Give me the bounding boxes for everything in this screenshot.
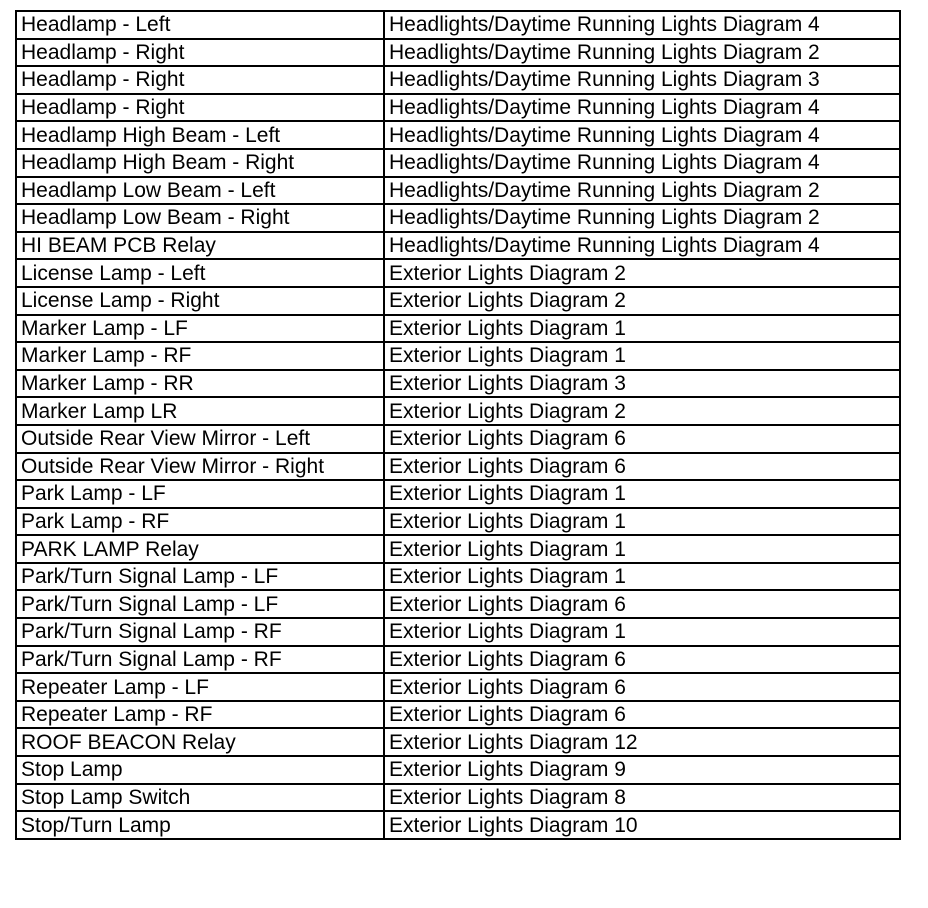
- component-name-cell: Stop Lamp: [16, 756, 384, 784]
- table-row: [16, 370, 900, 398]
- table-row: [16, 646, 900, 674]
- table-row: [16, 397, 900, 425]
- diagram-reference-cell: Exterior Lights Diagram 1: [384, 563, 900, 591]
- component-name-cell: License Lamp - Left: [16, 259, 384, 287]
- component-name-cell: Marker Lamp - RR: [16, 370, 384, 398]
- table-row: [16, 315, 900, 343]
- table-row: [16, 94, 900, 122]
- diagram-reference-cell: Headlights/Daytime Running Lights Diagram 2: [384, 39, 900, 67]
- component-name-cell: Park/Turn Signal Lamp - RF: [16, 618, 384, 646]
- component-name-cell: Headlamp - Right: [16, 39, 384, 67]
- component-name-cell: Headlamp - Right: [16, 94, 384, 122]
- table-row: [16, 66, 900, 94]
- diagram-reference-cell: Exterior Lights Diagram 1: [384, 508, 900, 536]
- diagram-reference-cell: Exterior Lights Diagram 6: [384, 453, 900, 481]
- component-name-cell: Headlamp - Left: [16, 11, 384, 39]
- table-row: [16, 590, 900, 618]
- diagram-reference-cell: Headlights/Daytime Running Lights Diagram 2: [384, 177, 900, 205]
- component-name-cell: Park/Turn Signal Lamp - LF: [16, 563, 384, 591]
- table-row: [16, 480, 900, 508]
- table-row: [16, 232, 900, 260]
- table-row: [16, 673, 900, 701]
- table-row: [16, 701, 900, 729]
- diagram-reference-cell: Headlights/Daytime Running Lights Diagram 4: [384, 149, 900, 177]
- diagram-reference-cell: Exterior Lights Diagram 6: [384, 646, 900, 674]
- diagram-reference-cell: Exterior Lights Diagram 2: [384, 397, 900, 425]
- component-name-cell: Park/Turn Signal Lamp - RF: [16, 646, 384, 674]
- table-row: [16, 535, 900, 563]
- component-name-cell: Stop Lamp Switch: [16, 784, 384, 812]
- component-name-cell: PARK LAMP Relay: [16, 535, 384, 563]
- component-diagram-table: [15, 10, 901, 840]
- diagram-reference-cell: Exterior Lights Diagram 6: [384, 701, 900, 729]
- component-name-cell: Headlamp High Beam - Right: [16, 149, 384, 177]
- table-row: [16, 121, 900, 149]
- table-row: [16, 618, 900, 646]
- diagram-reference-cell: Headlights/Daytime Running Lights Diagram 4: [384, 94, 900, 122]
- table-row: [16, 149, 900, 177]
- table-row: [16, 508, 900, 536]
- table-body: [16, 11, 900, 839]
- component-name-cell: Headlamp High Beam - Left: [16, 121, 384, 149]
- table-row: [16, 177, 900, 205]
- diagram-reference-cell: Exterior Lights Diagram 6: [384, 590, 900, 618]
- component-name-cell: Repeater Lamp - RF: [16, 701, 384, 729]
- table-row: [16, 811, 900, 839]
- component-name-cell: HI BEAM PCB Relay: [16, 232, 384, 260]
- component-name-cell: Park Lamp - LF: [16, 480, 384, 508]
- component-name-cell: Marker Lamp - LF: [16, 315, 384, 343]
- diagram-reference-cell: Headlights/Daytime Running Lights Diagram 4: [384, 11, 900, 39]
- diagram-reference-cell: Exterior Lights Diagram 9: [384, 756, 900, 784]
- table-row: [16, 756, 900, 784]
- component-name-cell: Marker Lamp LR: [16, 397, 384, 425]
- table-row: [16, 784, 900, 812]
- table-row: [16, 728, 900, 756]
- table-row: [16, 425, 900, 453]
- diagram-reference-cell: Exterior Lights Diagram 8: [384, 784, 900, 812]
- component-name-cell: Park/Turn Signal Lamp - LF: [16, 590, 384, 618]
- diagram-reference-cell: Exterior Lights Diagram 6: [384, 425, 900, 453]
- component-name-cell: Headlamp Low Beam - Right: [16, 204, 384, 232]
- diagram-reference-cell: Headlights/Daytime Running Lights Diagram 4: [384, 121, 900, 149]
- diagram-reference-cell: Exterior Lights Diagram 1: [384, 315, 900, 343]
- diagram-reference-cell: Exterior Lights Diagram 3: [384, 370, 900, 398]
- diagram-reference-cell: Headlights/Daytime Running Lights Diagram 3: [384, 66, 900, 94]
- component-name-cell: Outside Rear View Mirror - Right: [16, 453, 384, 481]
- diagram-reference-cell: Exterior Lights Diagram 1: [384, 618, 900, 646]
- table-row: [16, 259, 900, 287]
- table-row: [16, 342, 900, 370]
- diagram-reference-cell: Exterior Lights Diagram 1: [384, 535, 900, 563]
- diagram-reference-cell: Exterior Lights Diagram 10: [384, 811, 900, 839]
- table-row: [16, 39, 900, 67]
- table-row: [16, 11, 900, 39]
- diagram-reference-cell: Exterior Lights Diagram 12: [384, 728, 900, 756]
- diagram-reference-cell: Exterior Lights Diagram 2: [384, 259, 900, 287]
- diagram-reference-cell: Exterior Lights Diagram 6: [384, 673, 900, 701]
- component-name-cell: ROOF BEACON Relay: [16, 728, 384, 756]
- component-name-cell: Headlamp - Right: [16, 66, 384, 94]
- table-row: [16, 563, 900, 591]
- component-name-cell: Outside Rear View Mirror - Left: [16, 425, 384, 453]
- component-name-cell: Headlamp Low Beam - Left: [16, 177, 384, 205]
- component-name-cell: Park Lamp - RF: [16, 508, 384, 536]
- table-row: [16, 204, 900, 232]
- diagram-reference-cell: Headlights/Daytime Running Lights Diagram 2: [384, 204, 900, 232]
- table-row: [16, 287, 900, 315]
- component-name-cell: License Lamp - Right: [16, 287, 384, 315]
- diagram-reference-cell: Headlights/Daytime Running Lights Diagram 4: [384, 232, 900, 260]
- diagram-reference-cell: Exterior Lights Diagram 1: [384, 342, 900, 370]
- diagram-reference-cell: Exterior Lights Diagram 2: [384, 287, 900, 315]
- component-name-cell: Stop/Turn Lamp: [16, 811, 384, 839]
- diagram-reference-cell: Exterior Lights Diagram 1: [384, 480, 900, 508]
- component-name-cell: Repeater Lamp - LF: [16, 673, 384, 701]
- component-name-cell: Marker Lamp - RF: [16, 342, 384, 370]
- table-row: [16, 453, 900, 481]
